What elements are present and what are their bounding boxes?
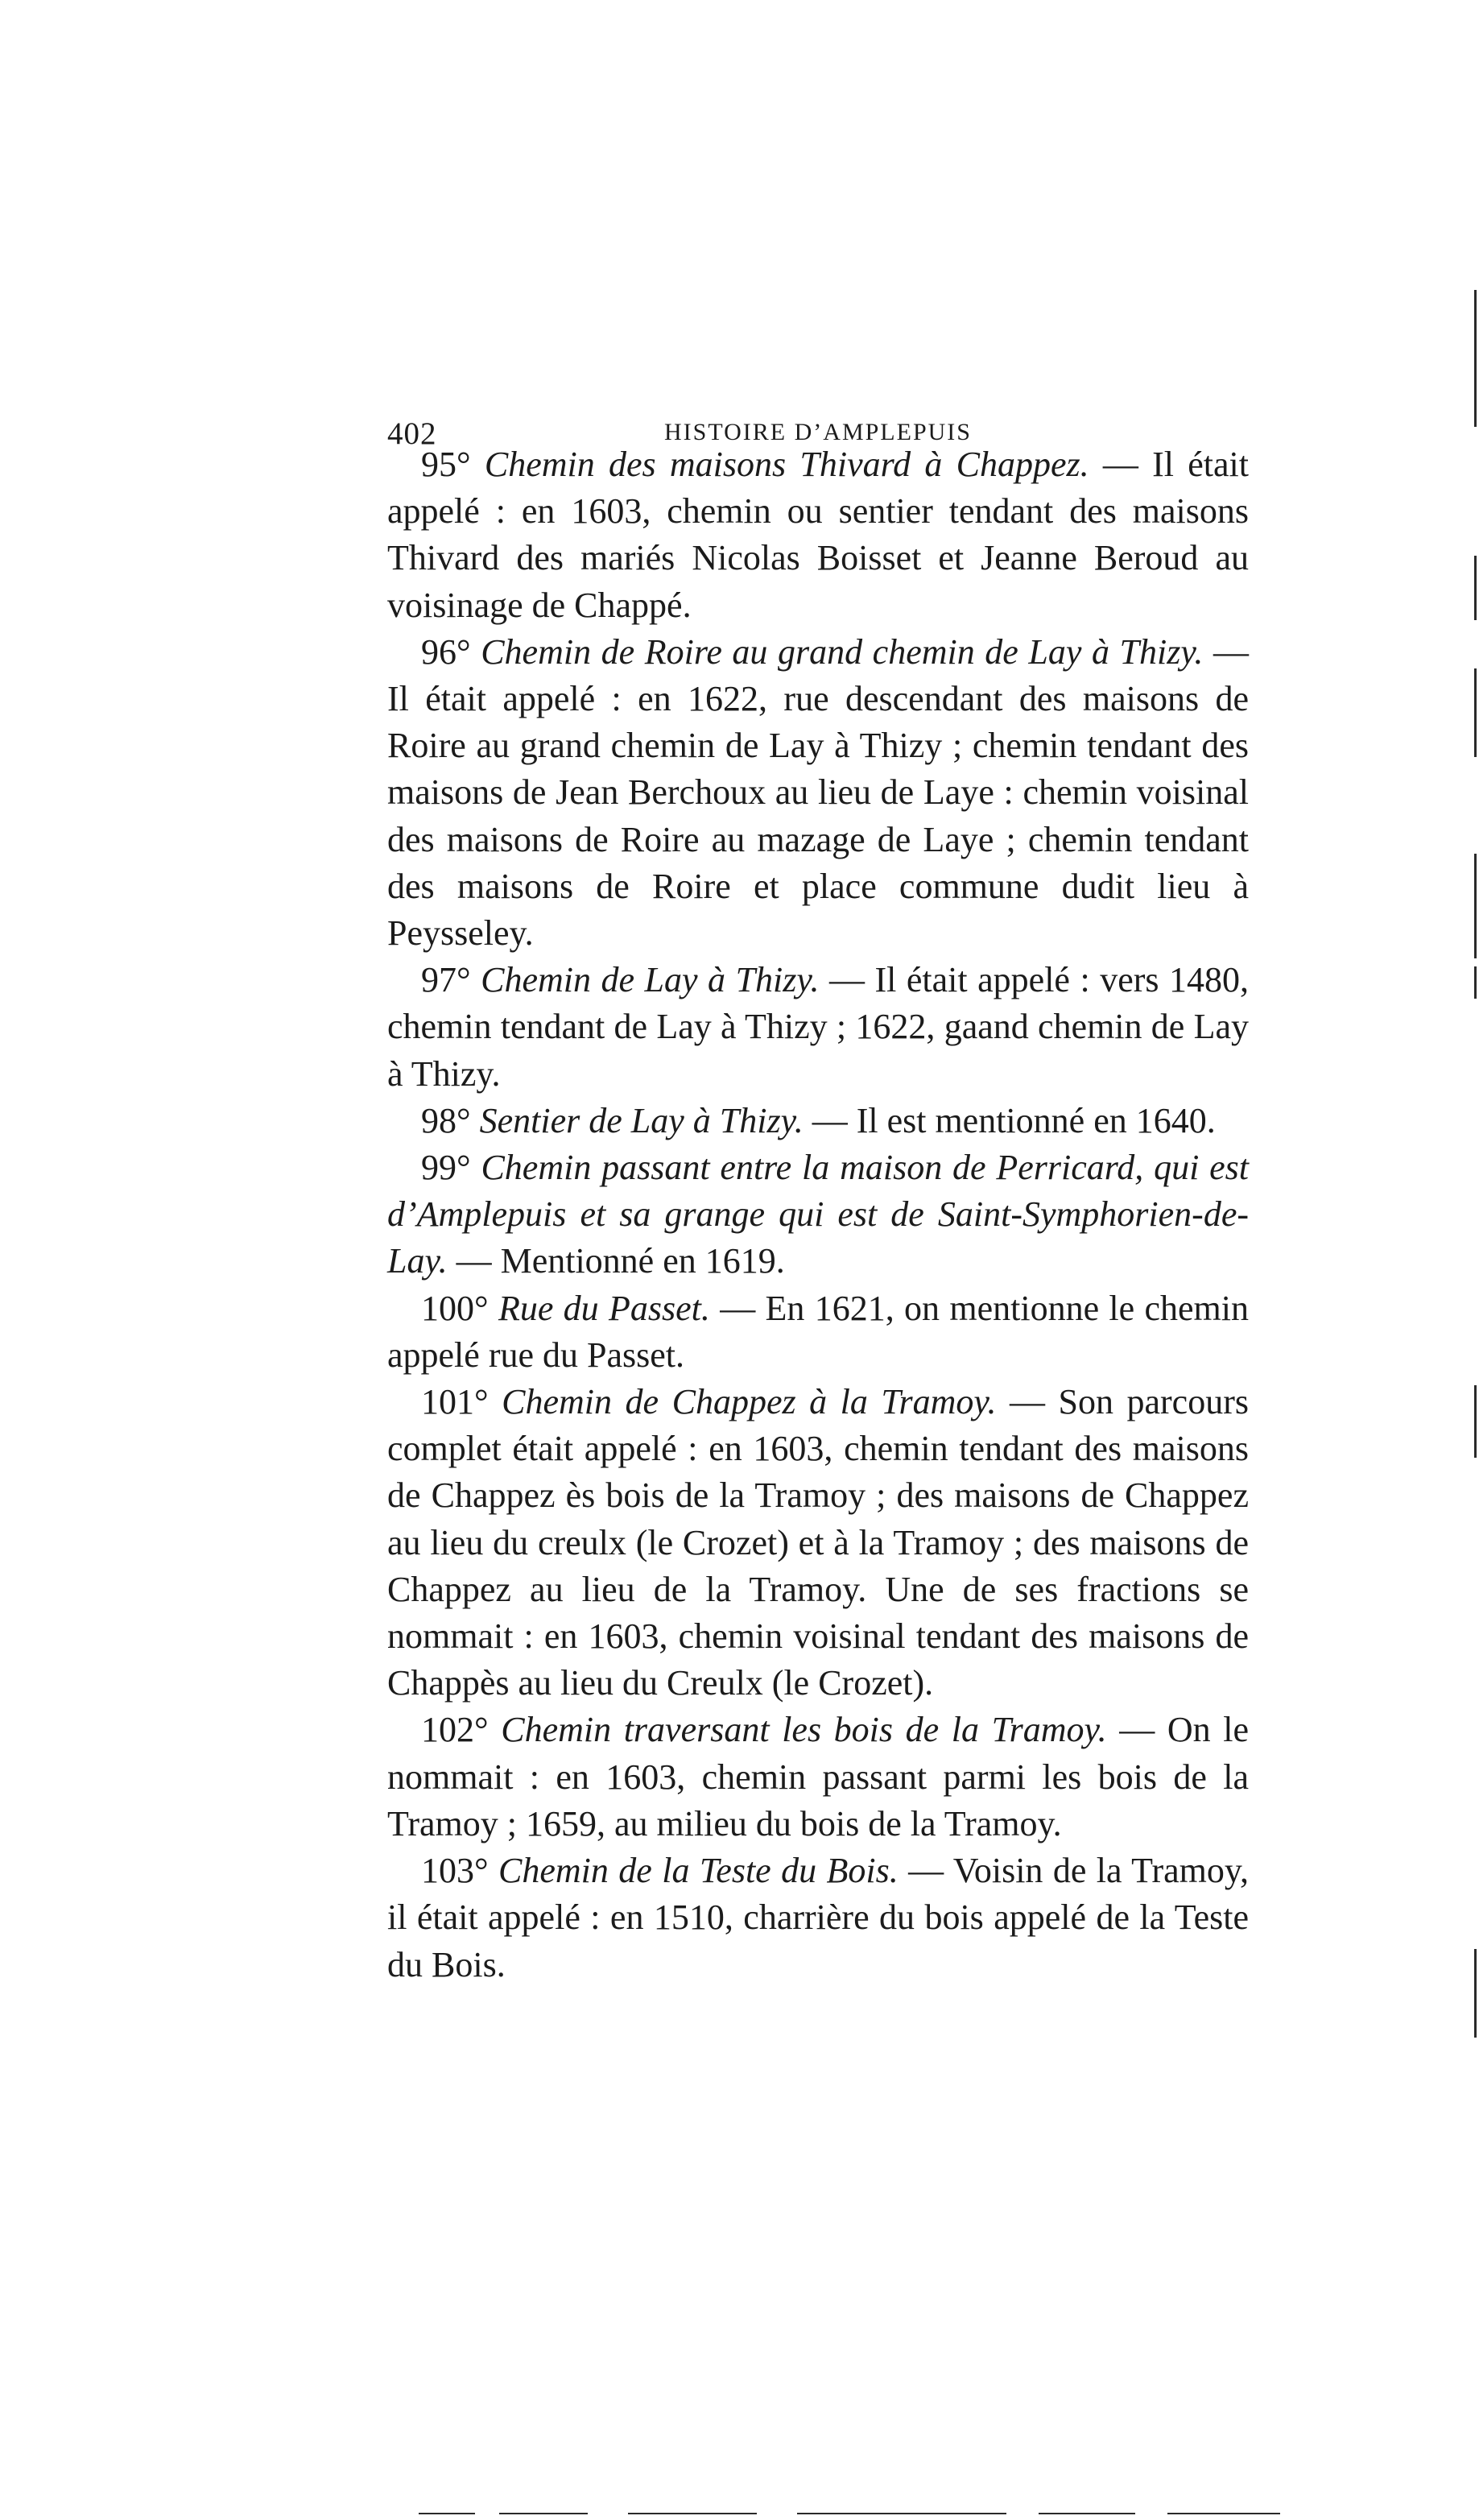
entry-title: Chemin de Chappez à la Tramoy. [502,1382,997,1422]
entry-number: 95° [421,445,471,484]
entry-99 [387,1144,1249,1285]
page-number: 402 [387,416,437,451]
scan-edge-mark [1474,668,1477,757]
text-block [387,441,1249,1988]
scan-edge-mark [1474,854,1477,958]
entry-102 [387,1707,1249,1848]
entry-title: Chemin de la Teste du Bois. [498,1851,899,1891]
scan-bottom-mark [419,2513,475,2514]
entry-title: Chemin des maisons Thivard à Chappez. [484,445,1089,484]
entry-number: 99° [421,1148,471,1188]
scan-edge-mark [1474,1385,1477,1458]
scan-bottom-mark [628,2513,757,2514]
entry-text: — En 1621, on mentionne le chemin appelé rue du Passet. [387,1288,1249,1375]
entry-98 [387,1098,1249,1144]
entry-number: 100° [421,1288,489,1328]
entry-103 [387,1848,1249,1988]
entry-number: 98° [421,1100,471,1140]
scan-bottom-mark [1167,2513,1280,2514]
entry-number: 101° [421,1382,489,1422]
entry-title: Rue du Passet. [498,1288,710,1328]
entry-title: Chemin de Lay à Thizy. [481,960,820,1000]
entry-number: 102° [421,1710,489,1750]
entry-text: — Il est mentionné en 1640. [803,1100,1216,1140]
entry-text: — Mentionné en 1619. [447,1241,785,1281]
entry-number: 97° [421,960,471,1000]
entry-100 [387,1285,1249,1379]
scan-bottom-mark [499,2513,588,2514]
running-title: HISTOIRE D’AMPLEPUIS [664,419,972,445]
entry-number: 103° [421,1851,489,1891]
scan-edge-mark [1474,556,1477,620]
entry-text: — On le nommait : en 1603, chemin passant parmi les bois de la Tramoy ; 1659, au milieu du bois de la Tramoy. [387,1710,1250,1843]
entry-title: Chemin de Roire au grand chemin de Lay à Thizy. [481,631,1204,672]
scan-bottom-mark [1039,2513,1135,2514]
entry-title: Chemin passant entre la maison de Perricard, qui est d’Amplepuis et sa grange qui est de Saint-Symphorien-de-Lay. [387,1148,1250,1281]
scan-edge-mark [1474,1949,1477,2038]
entry-text: — Son parcours complet était appelé : en 1603, chemin tendant des maisons de Chappez ès bois de la Tramoy ; des maisons de Chappez au lieu du creulx (le Crozet) et à la Tramoy ; des maisons de Chappez au lieu de la Tramoy. Une de ses fractions se nommait : en 1603, chemin voisinal tendant des maisons de Chappès au lieu du Creulx (le Crozet). [387,1382,1249,1703]
entry-101 [387,1379,1249,1707]
entry-96 [387,629,1249,957]
scan-edge-mark [1474,290,1477,427]
entry-text: — Il était appelé : en 1603, chemin ou sentier tendant des maisons Thivard des mariés Nicolas Boisset et Jeanne Beroud au voisinage de Chappé. [387,445,1250,625]
entry-95 [387,441,1249,629]
entry-text: — Il était appelé : vers 1480, chemin tendant de Lay à Thizy ; 1622, gaand chemin de Lay à Thizy. [387,960,1250,1094]
entry-text: — Il était appelé : en 1622, rue descendant des maisons de Roire au grand chemin de Lay à Thizy ; chemin tendant des maisons de Jean Berchoux au lieu de Laye : chemin voisinal des maisons de Roire au mazage de Laye ; chemin tendant des maisons de Roire et place commune dudit lieu à Peysseley. [387,631,1250,954]
entry-97 [387,957,1249,1098]
entry-text: — Voisin de la Tramoy, il était appelé : en 1510, charrière du bois appelé de la Teste du Bois. [387,1851,1249,1984]
entry-title: Chemin traversant les bois de la Tramoy. [501,1710,1107,1750]
scan-edge-mark [1474,966,1477,999]
entry-title: Sentier de Lay à Thizy. [479,1100,804,1140]
entry-number: 96° [421,631,471,672]
scan-bottom-mark [797,2513,1006,2514]
